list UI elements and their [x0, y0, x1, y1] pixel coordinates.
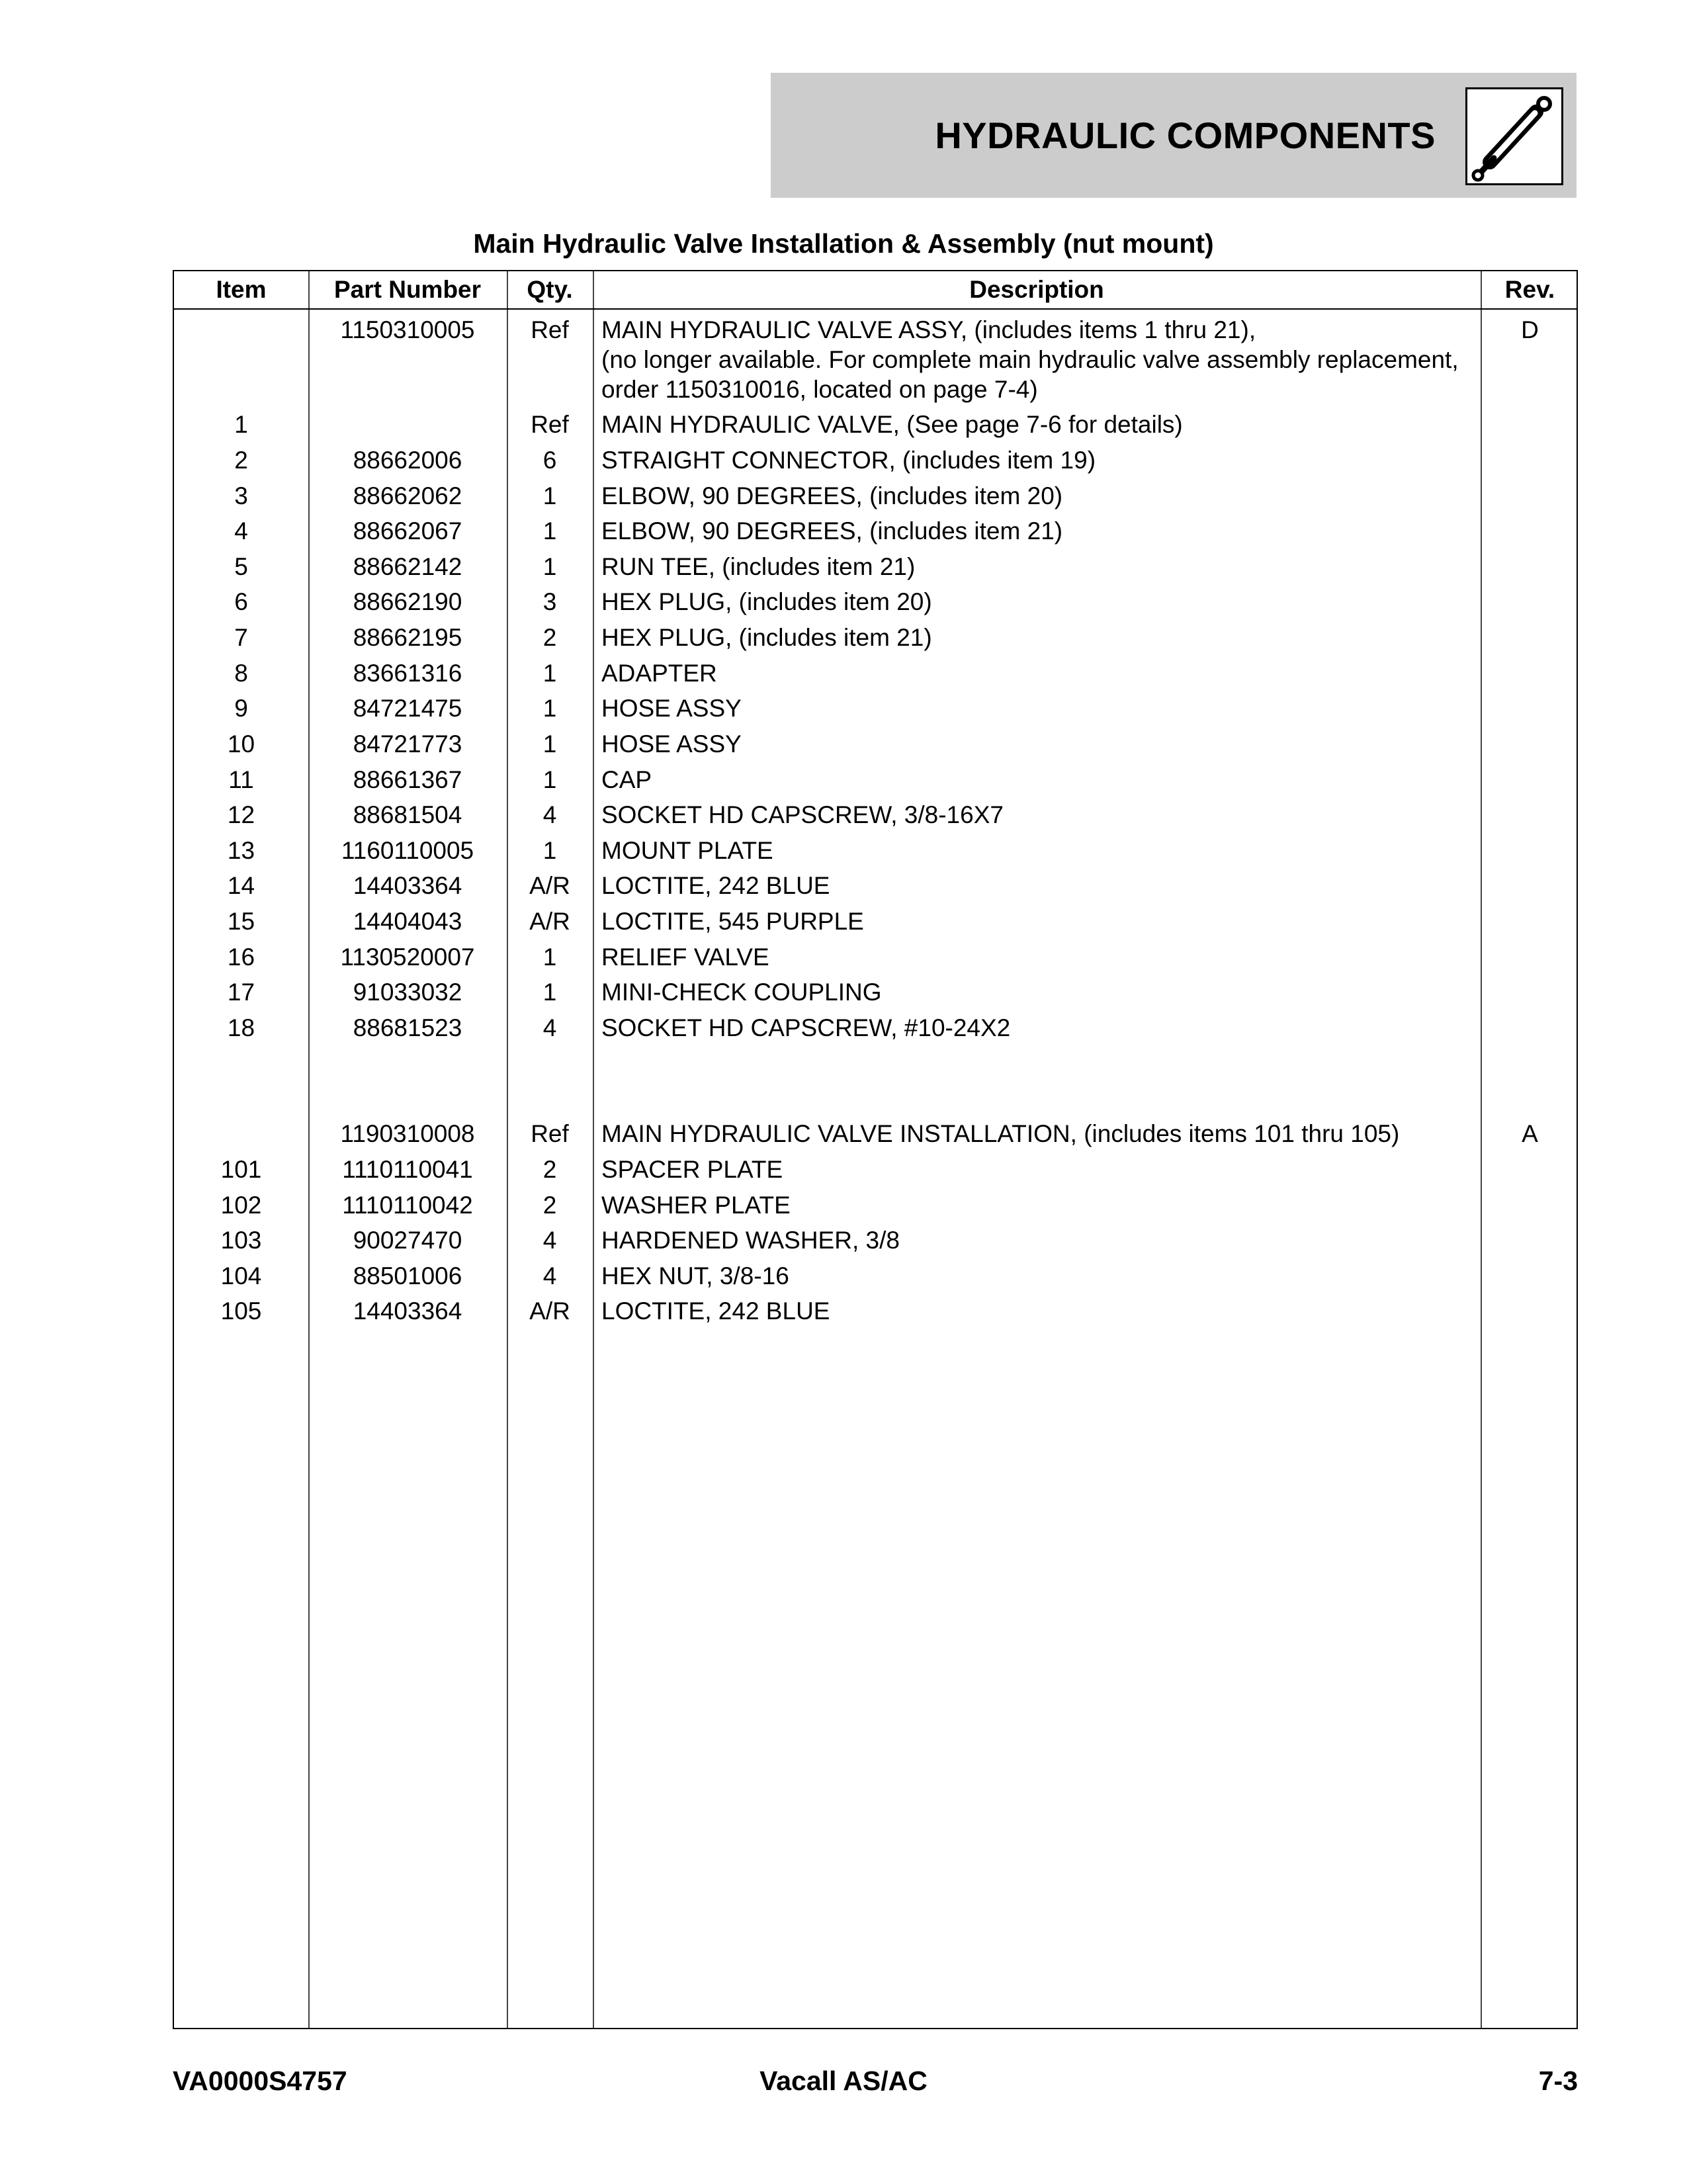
item-cell: 6	[234, 588, 248, 615]
description-cell: HARDENED WASHER, 3/8	[601, 1227, 900, 1254]
table-row	[174, 1116, 1579, 1152]
qty-cell: 4	[542, 1262, 557, 1289]
qty-cell: Ref	[531, 1120, 569, 1147]
description-cell: SOCKET HD CAPSCREW, #10-24X2	[601, 1014, 1011, 1041]
part-number-cell: 88662067	[353, 517, 462, 545]
table-row	[174, 833, 1579, 869]
item-cell: 105	[220, 1297, 262, 1325]
description-cell: HEX NUT, 3/8-16	[601, 1262, 789, 1289]
part-number-cell: 1130520007	[340, 943, 475, 971]
column-header-part-number: Part Number	[333, 276, 482, 303]
description-cell: MAIN HYDRAULIC VALVE INSTALLATION, (includes items 101 thru 105)	[601, 1120, 1400, 1147]
qty-cell: 4	[542, 1227, 557, 1254]
description-cell: HOSE ASSY	[601, 695, 742, 722]
table-row	[174, 1188, 1579, 1223]
part-number-cell: 83661316	[353, 660, 462, 687]
qty-cell: 1	[542, 482, 557, 509]
item-cell: 4	[234, 517, 248, 545]
part-number-cell: 88662142	[353, 553, 462, 580]
qty-cell: 2	[542, 1192, 557, 1219]
item-cell: 12	[227, 801, 255, 828]
table-row	[174, 797, 1579, 833]
description-cell: ELBOW, 90 DEGREES, (includes item 21)	[601, 517, 1063, 545]
description-cell: HEX PLUG, (includes item 21)	[601, 624, 932, 651]
item-cell: 101	[220, 1156, 262, 1183]
table-row	[174, 726, 1579, 762]
part-number-cell: 84721773	[353, 730, 462, 758]
table-row	[174, 549, 1579, 585]
part-number-cell: 1110110042	[342, 1192, 473, 1219]
item-cell: 1	[234, 411, 248, 438]
table-row	[174, 372, 1579, 408]
qty-cell: 1	[542, 837, 557, 864]
table-row	[174, 513, 1579, 549]
table-row	[174, 443, 1579, 478]
rev-cell: D	[1521, 316, 1539, 343]
parts-table	[173, 270, 1578, 2029]
description-cell: SPACER PLATE	[601, 1156, 783, 1183]
part-number-cell: 1190310008	[340, 1120, 475, 1147]
qty-cell: 1	[542, 695, 557, 722]
item-cell: 8	[234, 660, 248, 687]
section-title: HYDRAULIC COMPONENTS	[935, 114, 1436, 156]
header-divider	[174, 308, 1577, 310]
part-number-cell: 1150310005	[340, 316, 475, 343]
item-cell: 18	[227, 1014, 255, 1041]
description-cell: MINI-CHECK COUPLING	[601, 979, 882, 1006]
table-row	[174, 478, 1579, 514]
qty-cell: A/R	[529, 872, 570, 899]
table-row	[174, 1223, 1579, 1258]
qty-cell: 3	[542, 588, 557, 615]
table-row	[174, 620, 1579, 656]
part-number-cell: 88662006	[353, 447, 462, 474]
description-cell: HOSE ASSY	[601, 730, 742, 758]
column-header-item: Item	[216, 276, 267, 303]
description-cell: CAP	[601, 766, 652, 793]
table-row	[174, 1258, 1579, 1294]
qty-cell: 1	[542, 660, 557, 687]
table-row	[174, 407, 1579, 443]
qty-cell: A/R	[529, 908, 570, 935]
part-number-cell: 91033032	[353, 979, 462, 1006]
item-cell: 2	[234, 447, 248, 474]
description-cell: STRAIGHT CONNECTOR, (includes item 19)	[601, 447, 1096, 474]
rev-cell: A	[1522, 1120, 1538, 1147]
part-number-cell: 88662062	[353, 482, 462, 509]
description-cell: MOUNT PLATE	[601, 837, 773, 864]
description-cell: RELIEF VALVE	[601, 943, 769, 971]
qty-cell: Ref	[531, 411, 569, 438]
table-row	[174, 1293, 1579, 1329]
table-row	[174, 1010, 1579, 1046]
table-row	[174, 584, 1579, 620]
part-number-cell: 88681523	[353, 1014, 462, 1041]
page-number: 7-3	[1538, 2066, 1578, 2096]
part-number-cell: 14403364	[353, 872, 462, 899]
manual-title: Vacall AS/AC	[759, 2066, 928, 2096]
item-cell: 5	[234, 553, 248, 580]
description-cell: order 1150310016, located on page 7-4)	[601, 376, 1038, 403]
item-cell: 103	[220, 1227, 262, 1254]
table-row	[174, 1152, 1579, 1188]
description-cell: LOCTITE, 545 PURPLE	[601, 908, 864, 935]
item-cell: 102	[220, 1192, 262, 1219]
part-number-cell: 88662195	[353, 624, 462, 651]
hydraulic-cylinder-icon	[1465, 87, 1563, 185]
description-cell: ADAPTER	[601, 660, 717, 687]
qty-cell: 6	[542, 447, 557, 474]
part-number-cell: 88501006	[353, 1262, 462, 1289]
qty-cell: 4	[542, 1014, 557, 1041]
description-cell: ELBOW, 90 DEGREES, (includes item 20)	[601, 482, 1063, 509]
table-row	[174, 975, 1579, 1010]
item-cell: 14	[227, 872, 255, 899]
column-header-rev: Rev.	[1504, 276, 1555, 303]
qty-cell: 2	[542, 624, 557, 651]
column-header-qty: Qty.	[527, 276, 573, 303]
qty-cell: Ref	[531, 316, 569, 343]
part-number-cell: 14404043	[353, 908, 462, 935]
qty-cell: 1	[542, 517, 557, 545]
item-cell: 9	[234, 695, 248, 722]
item-cell: 10	[227, 730, 255, 758]
description-cell: LOCTITE, 242 BLUE	[601, 1297, 830, 1325]
description-cell: MAIN HYDRAULIC VALVE, (See page 7-6 for details)	[601, 411, 1183, 438]
item-cell: 13	[227, 837, 255, 864]
qty-cell: 1	[542, 730, 557, 758]
qty-cell: 1	[542, 979, 557, 1006]
part-number-cell: 1110110041	[342, 1156, 473, 1183]
qty-cell: 4	[542, 801, 557, 828]
table-row	[174, 691, 1579, 726]
item-cell: 7	[234, 624, 248, 651]
part-number-cell: 88661367	[353, 766, 462, 793]
part-number-cell: 90027470	[353, 1227, 462, 1254]
table-row	[174, 868, 1579, 904]
qty-cell: 2	[542, 1156, 557, 1183]
item-cell: 17	[227, 979, 255, 1006]
description-cell: MAIN HYDRAULIC VALVE ASSY, (includes items 1 thru 21),	[601, 316, 1256, 343]
description-cell: LOCTITE, 242 BLUE	[601, 872, 830, 899]
column-header-description: Description	[969, 276, 1104, 303]
description-cell: SOCKET HD CAPSCREW, 3/8-16X7	[601, 801, 1004, 828]
item-cell: 3	[234, 482, 248, 509]
qty-cell: 1	[542, 766, 557, 793]
description-cell: (no longer available. For complete main hydraulic valve assembly replacement,	[601, 346, 1459, 373]
description-cell: HEX PLUG, (includes item 20)	[601, 588, 932, 615]
part-number-cell: 1160110005	[341, 837, 474, 864]
part-number-cell: 84721475	[353, 695, 462, 722]
section-header	[771, 73, 1577, 198]
part-number-cell: 88681504	[353, 801, 462, 828]
item-cell: 16	[227, 943, 255, 971]
item-cell: 15	[227, 908, 255, 935]
item-cell: 104	[220, 1262, 262, 1289]
part-number-cell: 14403364	[353, 1297, 462, 1325]
table-row	[174, 656, 1579, 691]
table-row	[174, 939, 1579, 975]
part-number-cell: 88662190	[353, 588, 462, 615]
description-cell: WASHER PLATE	[601, 1192, 791, 1219]
table-row	[174, 904, 1579, 939]
table-row	[174, 762, 1579, 798]
document-number: VA0000S4757	[173, 2066, 347, 2096]
table-title: Main Hydraulic Valve Installation & Assembly (nut mount)	[473, 228, 1214, 259]
description-cell: RUN TEE, (includes item 21)	[601, 553, 916, 580]
qty-cell: A/R	[529, 1297, 570, 1325]
item-cell: 11	[228, 766, 254, 793]
qty-cell: 1	[542, 943, 557, 971]
qty-cell: 1	[542, 553, 557, 580]
